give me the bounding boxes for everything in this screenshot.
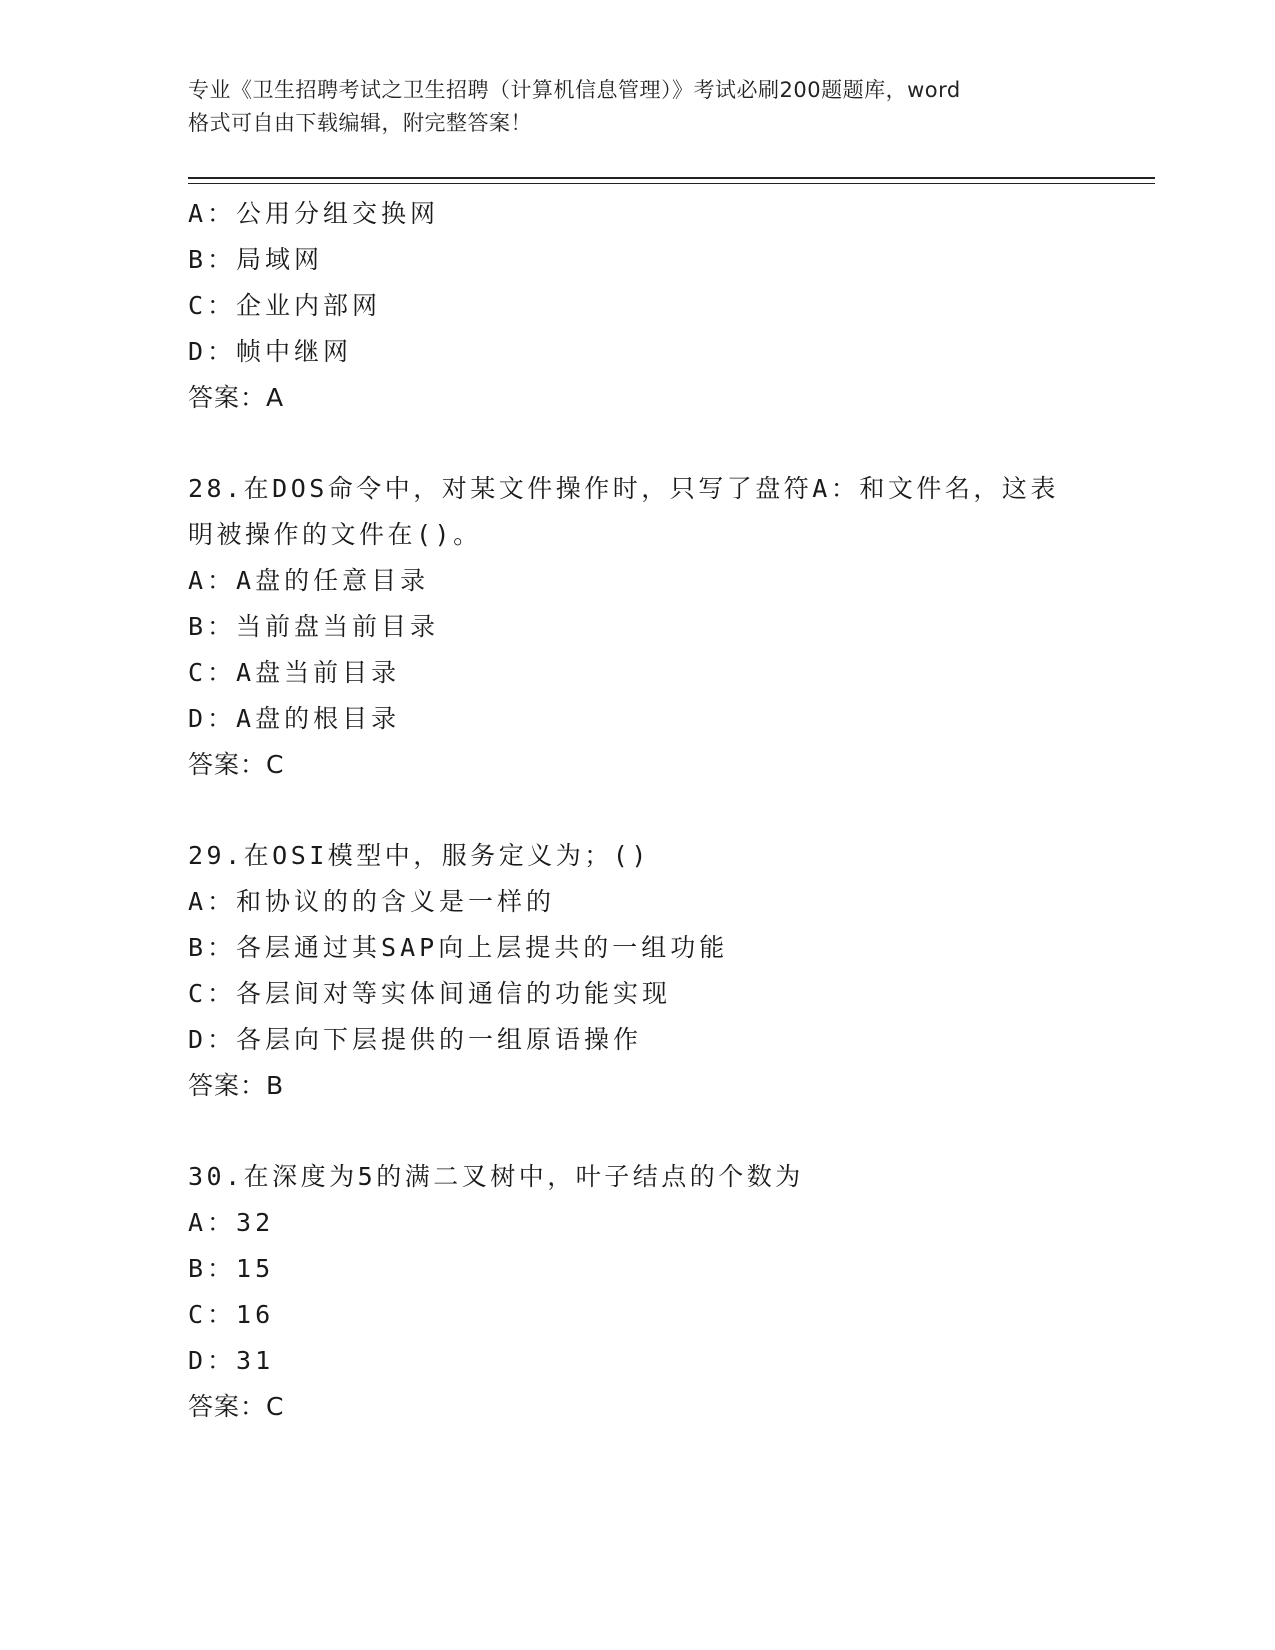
- option-a: A：32: [188, 1208, 275, 1237]
- question-27: [188, 191, 1155, 421]
- document-header: [188, 74, 1088, 140]
- header-rule-thin: [188, 183, 1155, 184]
- question-29: [188, 833, 1155, 1109]
- question-28: [188, 466, 1155, 788]
- option-a: A：公用分组交换网: [188, 199, 440, 228]
- option-b: B：15: [188, 1254, 275, 1283]
- option-a: A：A盘的任意目录: [188, 566, 430, 595]
- option-b: B：当前盘当前目录: [188, 612, 440, 641]
- option-d: D：31: [188, 1346, 275, 1375]
- option-c: C：A盘当前目录: [188, 658, 401, 687]
- option-d: D：帧中继网: [188, 337, 353, 366]
- question-stem: 29.在OSI模型中，服务定义为；(): [188, 841, 650, 870]
- option-c: C：16: [188, 1300, 275, 1329]
- spacer: [188, 1109, 1155, 1154]
- question-stem-continued: 明被操作的文件在()。: [188, 520, 482, 549]
- header-title-line-1: 专业《卫生招聘考试之卫生招聘（计算机信息管理）》考试必刷200题题库，word: [188, 78, 961, 102]
- answer: 答案：C: [188, 1392, 285, 1421]
- answer: 答案：B: [188, 1071, 285, 1100]
- option-b: B：各层通过其SAP向上层提共的一组功能: [188, 933, 729, 962]
- question-30: [188, 1154, 1155, 1430]
- option-b: B：局域网: [188, 245, 324, 274]
- question-stem: 28.在DOS命令中，对某文件操作时，只写了盘符A：和文件名，这表: [188, 474, 1059, 503]
- header-rule-thick: [188, 177, 1155, 179]
- option-c: C：企业内部网: [188, 291, 382, 320]
- option-c: C：各层间对等实体间通信的功能实现: [188, 979, 672, 1008]
- header-title-line-2: 格式可自由下载编辑，附完整答案！: [188, 111, 532, 135]
- spacer: [188, 421, 1155, 466]
- answer: 答案：C: [188, 750, 285, 779]
- answer: 答案：A: [188, 383, 285, 412]
- option-d: D：A盘的根目录: [188, 704, 401, 733]
- question-list: [188, 191, 1155, 1430]
- option-d: D：各层向下层提供的一组原语操作: [188, 1025, 643, 1054]
- option-a: A：和协议的的含义是一样的: [188, 887, 556, 916]
- spacer: [188, 788, 1155, 833]
- question-stem: 30.在深度为5的满二叉树中，叶子结点的个数为: [188, 1162, 804, 1191]
